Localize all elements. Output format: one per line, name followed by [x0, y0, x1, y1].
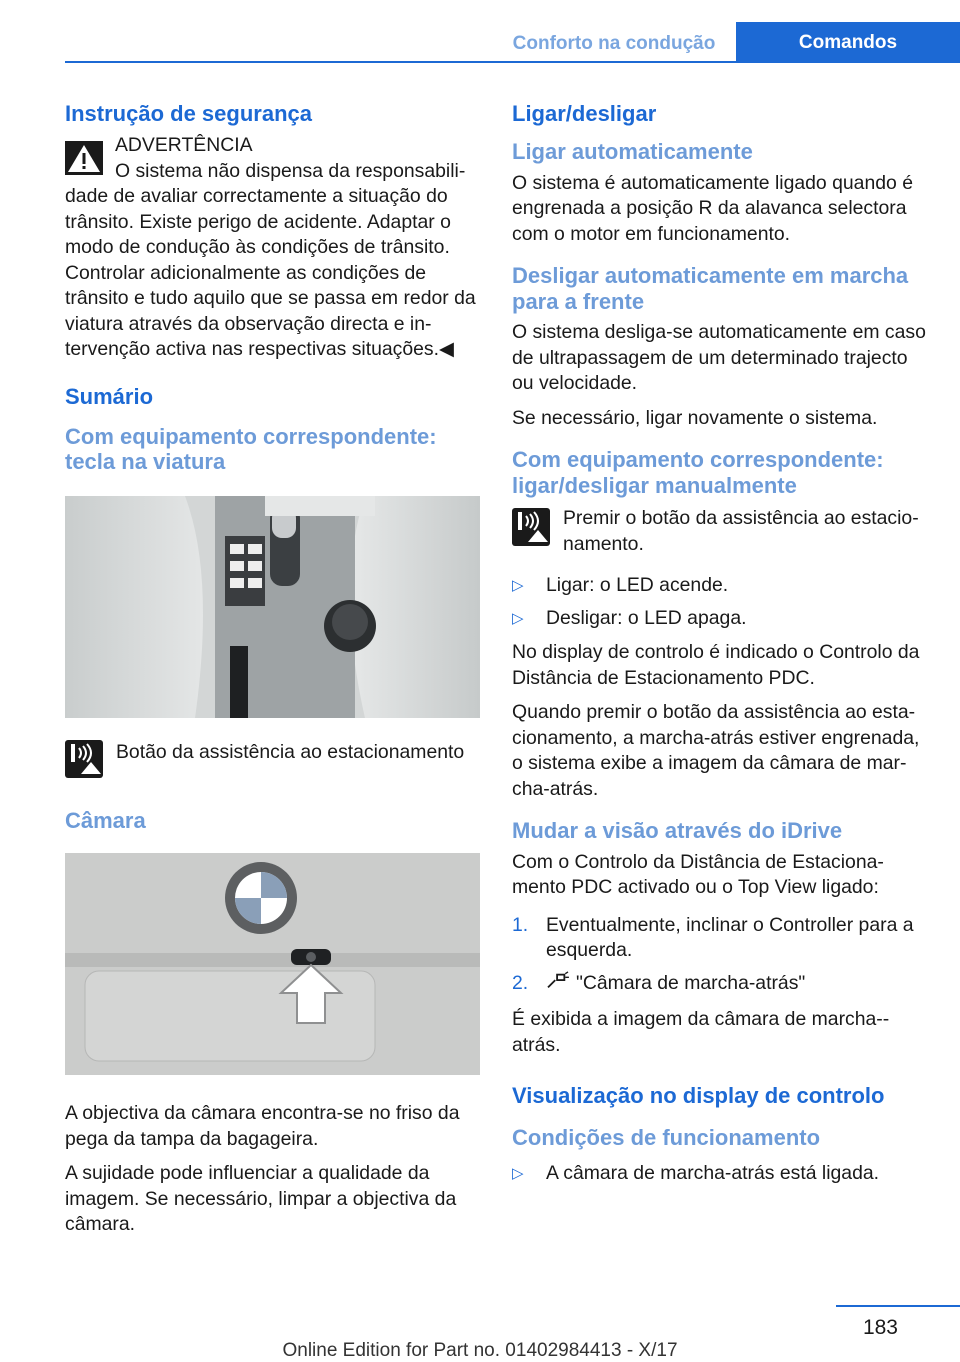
right-column — [512, 100, 930, 1195]
manual-text: Premir o botão da assistência ao estacio-namento. — [563, 507, 919, 555]
header-rule — [65, 61, 960, 63]
equip-heading: Com equipamento correspondente: tecla na viatura — [65, 423, 437, 474]
warning-label: ADVERTÊNCIA — [115, 134, 253, 156]
idrive-steps — [512, 913, 930, 999]
park-assist-icon — [65, 740, 103, 778]
conditions-heading: Condições de funcionamento — [512, 1125, 821, 1150]
camera-menu-icon — [546, 971, 576, 999]
footer-edition: Online Edition for Part no. 01402984413 - X/17 — [282, 1340, 678, 1361]
camera-text-2: A sujidade pode influenciar a qualidade da imagem. Se necessário, limpar a objectiva da câmara. — [65, 1162, 457, 1235]
display-text: No display de controlo é indicado o Controlo da Distância de Estacionamento PDC. — [512, 641, 920, 689]
list-item: ▷ Ligar: o LED acende. — [512, 573, 930, 599]
camera-text-1: A objectiva da câmara encontra-se no friso da pega da tampa da bagageira. — [65, 1102, 460, 1150]
camera-heading: Câmara — [65, 807, 146, 833]
summary-heading: Sumário — [65, 383, 154, 409]
page-number: 183 — [862, 1316, 898, 1339]
auto-off-heading: Desligar automaticamente em marcha para a frente — [512, 263, 909, 314]
console-photo — [65, 496, 480, 718]
warning-text: O sistema não dispensa da responsabili-dade de avaliar correctamente a situação do trânsito. Existe perigo de acidente. Adaptar o modo de condução às condições de trânsito. Controlar adicionalmente as condições de trânsito e tudo aquilo que se passa em redor da viatura através da observação directa e in-tervenção activa nas respectivas situações.◀ — [65, 159, 476, 360]
manual-row — [512, 506, 930, 557]
list-item: ▷ Desligar: o LED apaga. — [512, 606, 930, 632]
triangle-bullet-icon: ▷ — [512, 577, 524, 594]
list-item: 1. Eventualmente, inclinar o Controller para a esquerda. — [512, 913, 914, 961]
reverse-text: Quando premir o botão da assistência ao esta-cionamento, a marcha-atrás estiver engrenada, o sistema exibe a imagem da câmara de mar-cha-atrás. — [512, 701, 920, 800]
manual-heading: Com equipamento correspondente: ligar/desligar manualmente — [512, 447, 884, 498]
camera-photo — [65, 853, 480, 1075]
auto-off-text-2: Se necessário, ligar novamente o sistema. — [512, 406, 878, 429]
safety-heading: Instrução de segurança — [65, 101, 312, 126]
button-caption: Botão da assistência ao estacionamento — [116, 740, 465, 763]
display-heading: Visualização no display de controlo — [512, 1083, 885, 1108]
button-caption-row — [65, 738, 480, 778]
auto-on-text: O sistema é automaticamente ligado quando é engrenada a posição R da alavanca selectora com o motor em funcionamento. — [512, 171, 913, 245]
warning-icon — [65, 141, 103, 175]
triangle-bullet-icon: ▷ — [512, 609, 524, 627]
idrive-heading: Mudar a visão através do iDrive — [512, 818, 843, 843]
park-assist-icon — [512, 508, 550, 546]
section-tab: Conforto na condução — [512, 33, 716, 54]
chapter-tab: Comandos — [736, 22, 960, 63]
list-item: 2. "Câmara de marcha-atrás" — [512, 971, 930, 999]
warning-block — [65, 133, 480, 363]
left-column — [65, 100, 480, 1247]
footer-rule — [836, 1305, 960, 1307]
idrive-text: Com o Controlo da Distância de Estaciona-mento PDC activado ou o Top View ligado: — [512, 850, 884, 898]
auto-on-heading: Ligar automaticamente — [512, 139, 753, 164]
triangle-bullet-icon: ▷ — [512, 1164, 524, 1182]
onoff-heading: Ligar/desligar — [512, 101, 657, 126]
shown-text: É exibida a imagem da câmara de marcha--atrás. — [512, 1008, 890, 1056]
auto-off-text: O sistema desliga-se automaticamente em caso de ultrapassagem de um determinado trajecto ou velocidade. — [512, 321, 926, 394]
list-item: ▷ A câmara de marcha-atrás está ligada. — [512, 1161, 930, 1187]
onoff-list — [512, 573, 930, 631]
conditions-list — [512, 1161, 930, 1187]
